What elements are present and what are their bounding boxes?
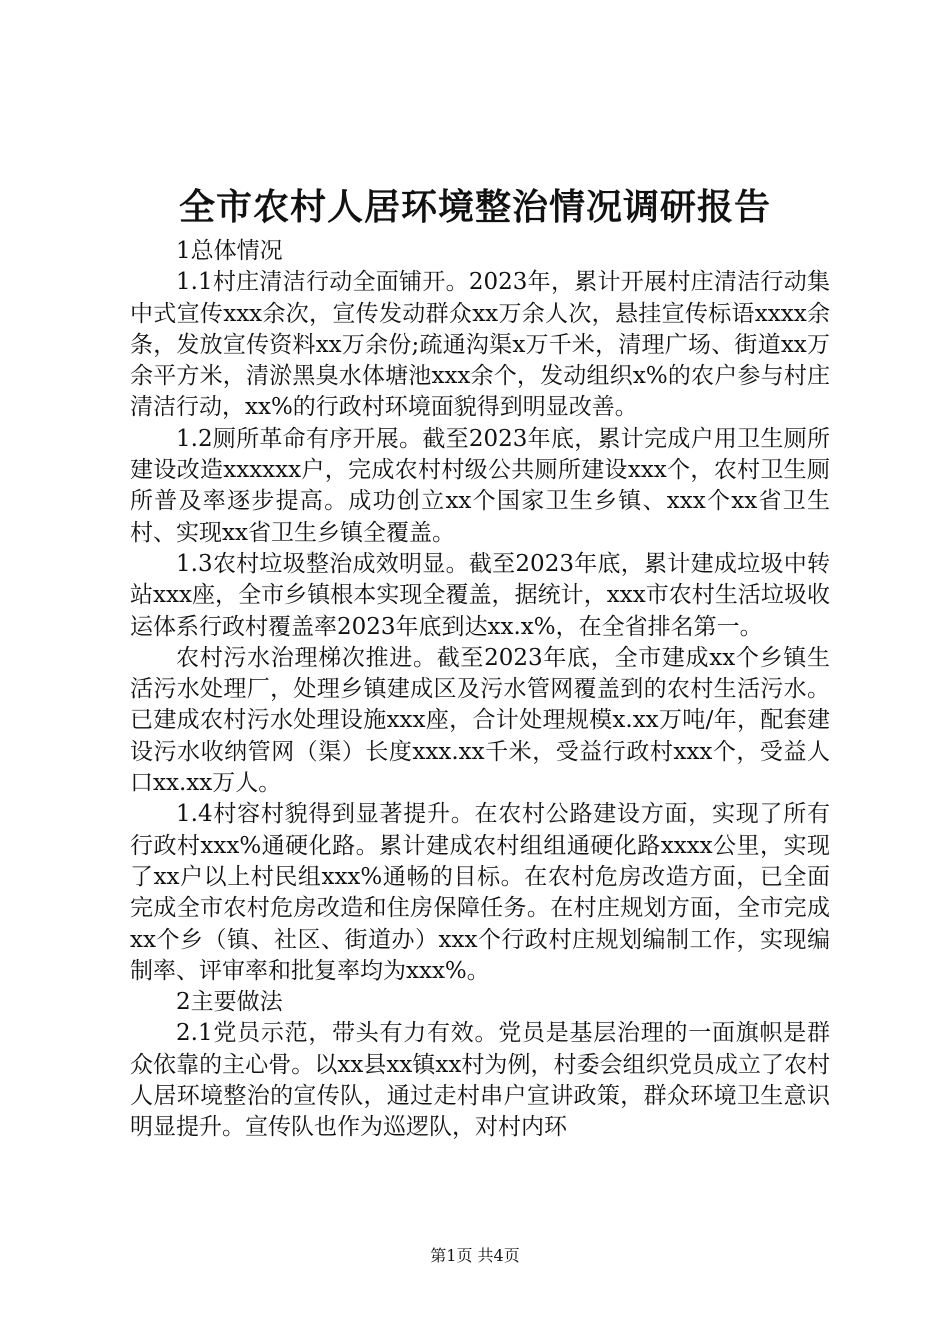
paragraph-village-appearance: 1.4村容村貌得到显著提升。在农村公路建设方面，实现了所有行政村xxx%通硬化路。累计建成农村组组通硬化路xxxx公里，实现了xx户以上村民组xxx%通畅的目标。在农村危房改造方面，已全面完成全市农村危房改造和住房保障任务。在村庄规划方面，全市完成xx个乡（镇、社区、街道办）xxx个行政村庄规划编制工作，实现编制率、评审率和批复率均为xxx%。 bbox=[130, 801, 830, 984]
page-footer: 第1页 共4页 bbox=[430, 1246, 520, 1265]
paragraph-toilet-revolution: 1.2厕所革命有序开展。截至2023年底，累计完成户用卫生厕所建设改造xxxxxx户，完成农村村级公共厕所建设xxx个，农村卫生厕所普及率逐步提高。成功创立xx个国家卫生乡镇、xxx个xx省卫生村、实现xx省卫生乡镇全覆盖。 bbox=[130, 425, 830, 546]
paragraph-garbage-treatment: 1.3农村垃圾整治成效明显。截至2023年底，累计建成垃圾中转站xxx座，全市乡镇根本实现全覆盖，据统计，xxx市农村生活垃圾收运体系行政村覆盖率2023年底到达xx.x%，在全省排名第一。 bbox=[130, 550, 830, 640]
paragraph-sewage-treatment: 农村污水治理梯次推进。截至2023年底，全市建成xx个乡镇生活污水处理厂，处理乡镇建成区及污水管网覆盖到的农村生活污水。已建成农村污水处理设施xxx座，合计处理规模x.xx万吨/年，配套建设污水收纳管网（渠）长度xxx.xx千米，受益行政村xxx个，受益人口xx.xx万人。 bbox=[130, 644, 830, 797]
section-heading-overview: 1总体情况 bbox=[176, 238, 283, 264]
paragraph-village-cleaning: 1.1村庄清洁行动全面铺开。2023年，累计开展村庄清洁行动集中式宣传xxx余次，宣传发动群众xx万余人次，悬挂宣传标语xxxx余条，发放宣传资料xx万余份;疏通沟渠x万千米，清理广场、街道xx万余平方米，清淤黑臭水体塘池xxx余个，发动组织x%的农户参与村庄清洁行动，xx%的行政村环境面貌得到明显改善。 bbox=[130, 269, 830, 421]
paragraph-party-demonstration: 2.1党员示范，带头有力有效。党员是基层治理的一面旗帜是群众依靠的主心骨。以xx县xx镇xx村为例，村委会组织党员成立了农村人居环境整治的宣传队，通过走村串户宣讲政策，群众环境卫生意识明显提升。宣传队也作为巡逻队，对村内环 bbox=[130, 1020, 830, 1141]
document-title: 全市农村人居环境整治情况调研报告 bbox=[178, 187, 771, 228]
section-heading-main-practices: 2主要做法 bbox=[176, 989, 283, 1016]
document-body bbox=[130, 236, 830, 1144]
